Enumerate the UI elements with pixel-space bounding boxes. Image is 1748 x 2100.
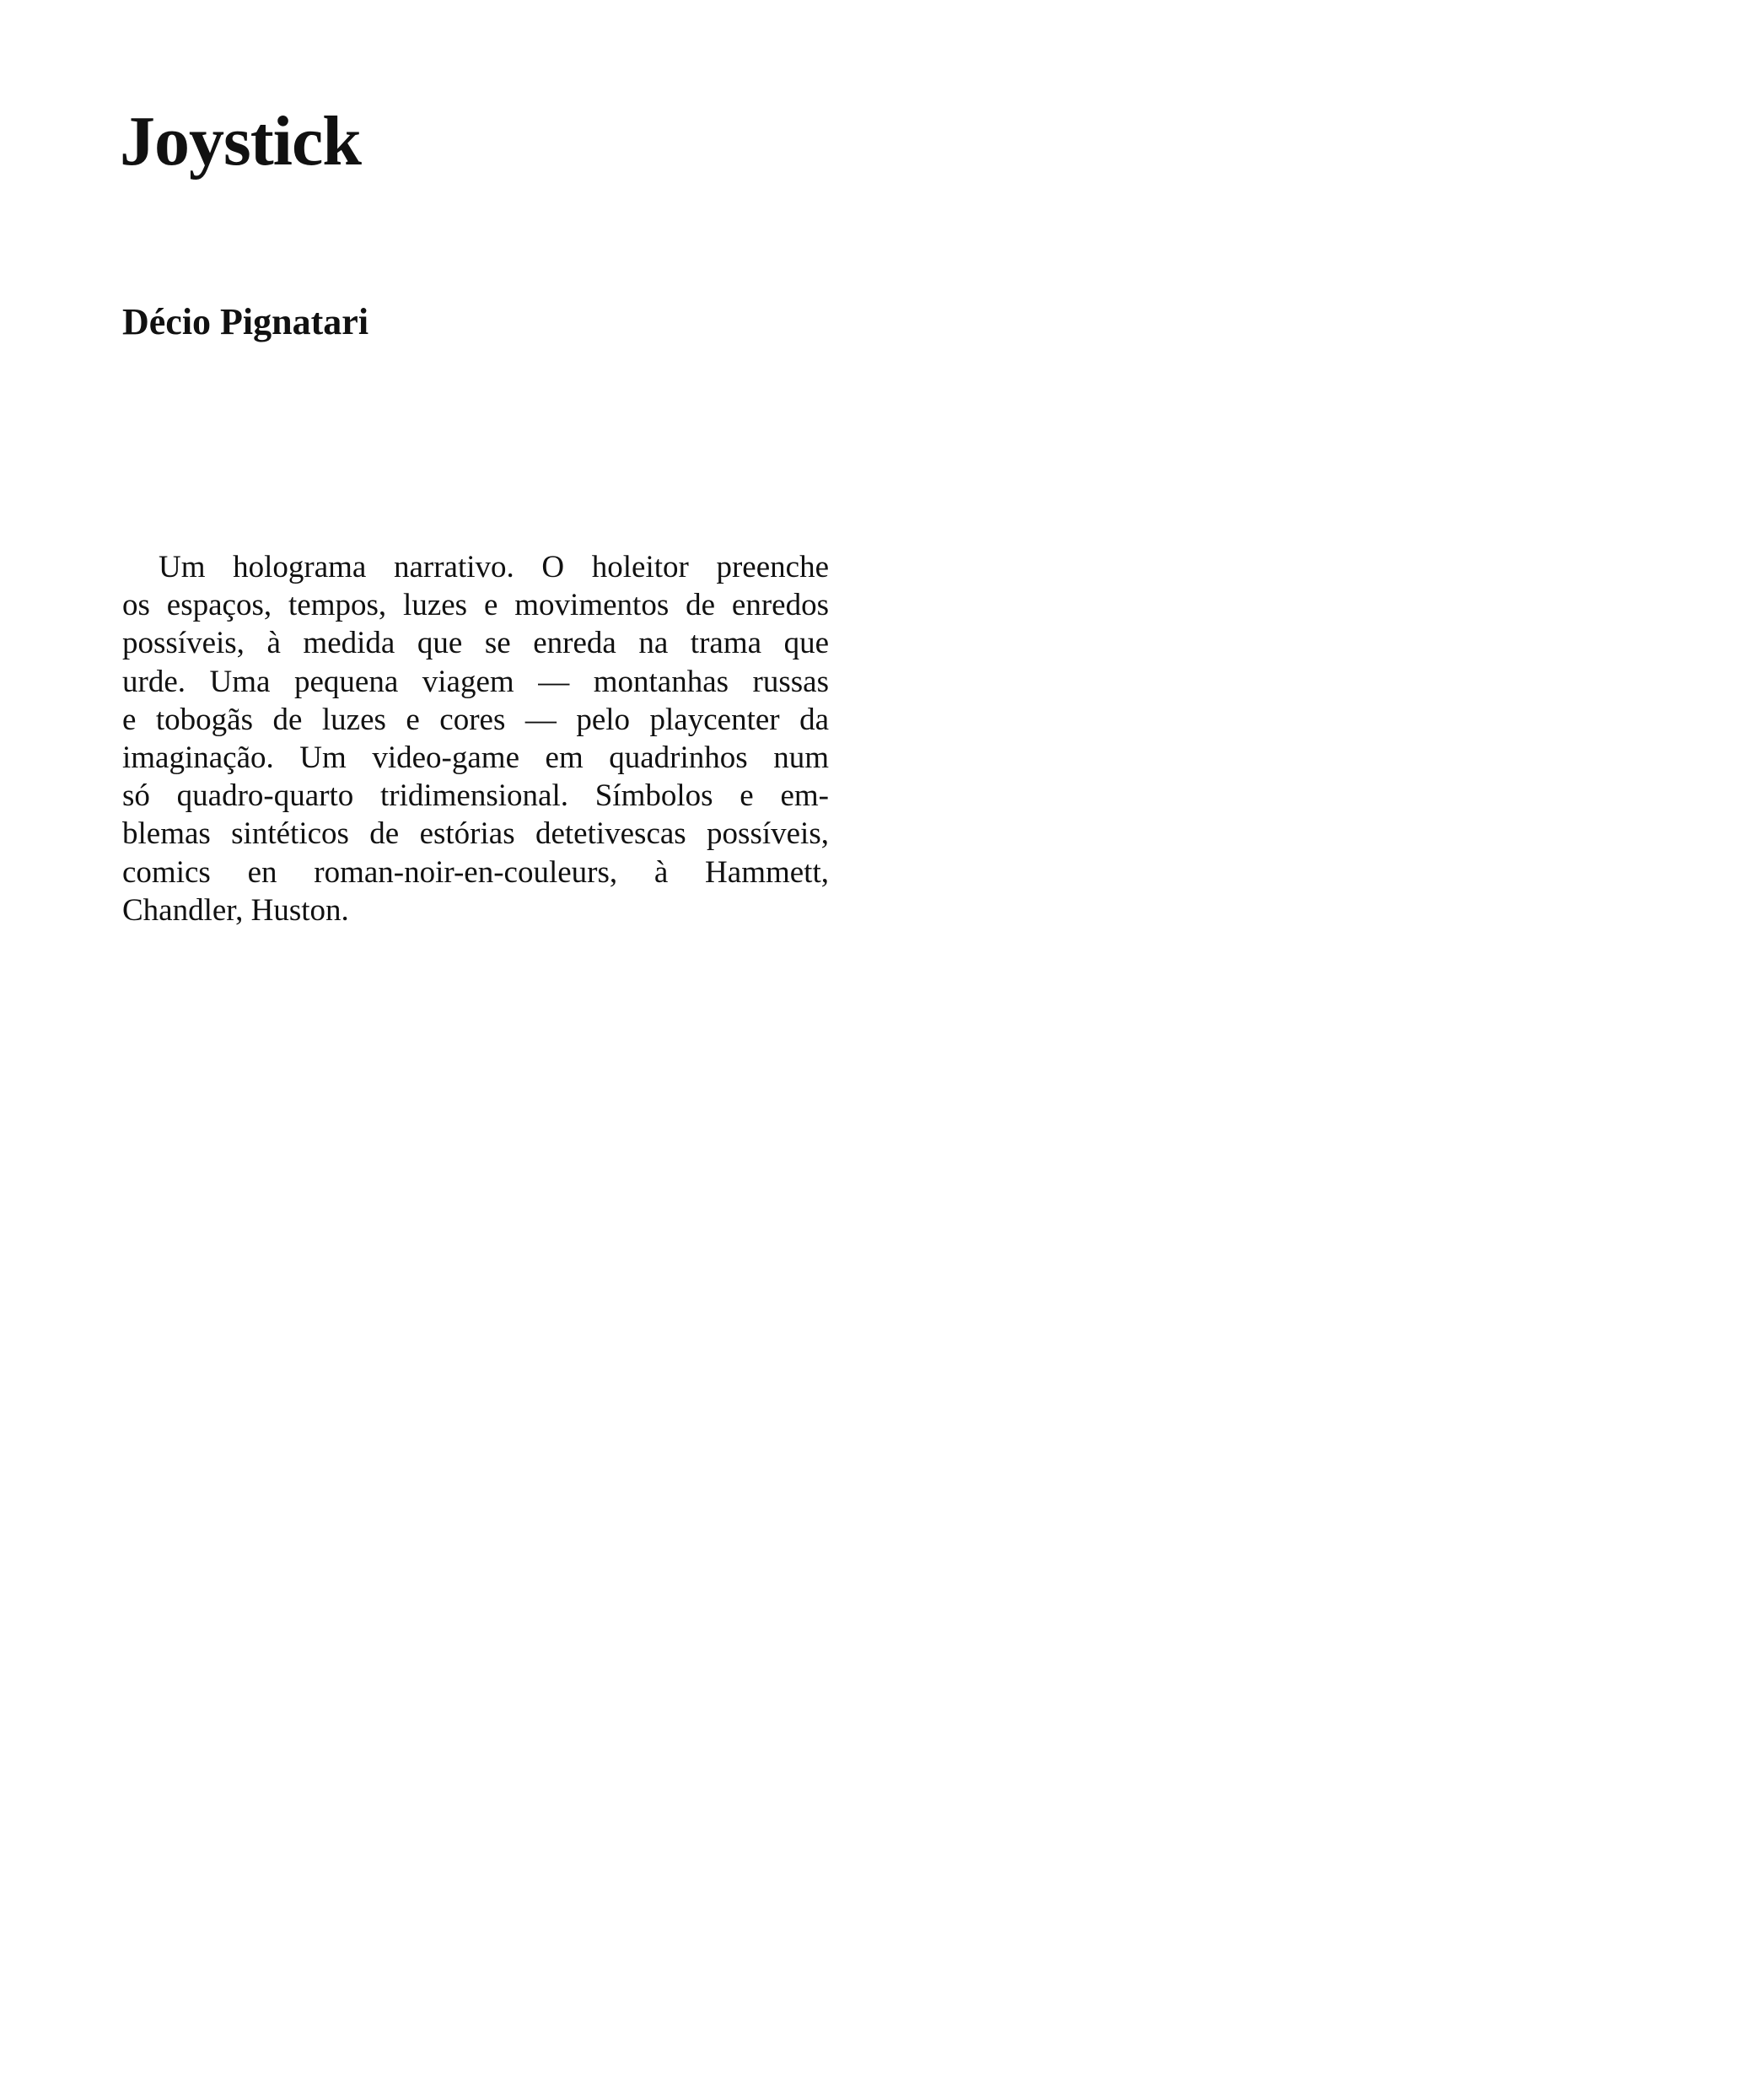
paragraph-line: Chandler, Huston.	[122, 892, 349, 928]
paragraph-line: e tobogãs de luzes e cores — pelo playcenter da	[122, 702, 829, 737]
paragraph-line: blemas sintéticos de estórias detetivescas possíveis,	[122, 816, 829, 852]
paragraph-line: os espaços, tempos, luzes e movimentos de enredos	[122, 588, 829, 623]
paragraph-line: imaginação. Um video-game em quadrinhos num	[122, 740, 829, 776]
paragraph-line: possíveis, à medida que se enreda na trama que	[122, 626, 829, 661]
paragraph-line: Um holograma narrativo. O holeitor preenche	[159, 550, 829, 584]
page-title: Joystick	[120, 102, 361, 180]
body-paragraph	[122, 548, 829, 929]
paragraph-line: comics en roman-noir-en-couleurs, à Hammett,	[122, 854, 829, 890]
author-name: Décio Pignatari	[122, 301, 369, 342]
paragraph-line: urde. Uma pequena viagem — montanhas russas	[122, 664, 829, 699]
paragraph-line: só quadro-quarto tridimensional. Símbolos e em-	[122, 778, 829, 814]
